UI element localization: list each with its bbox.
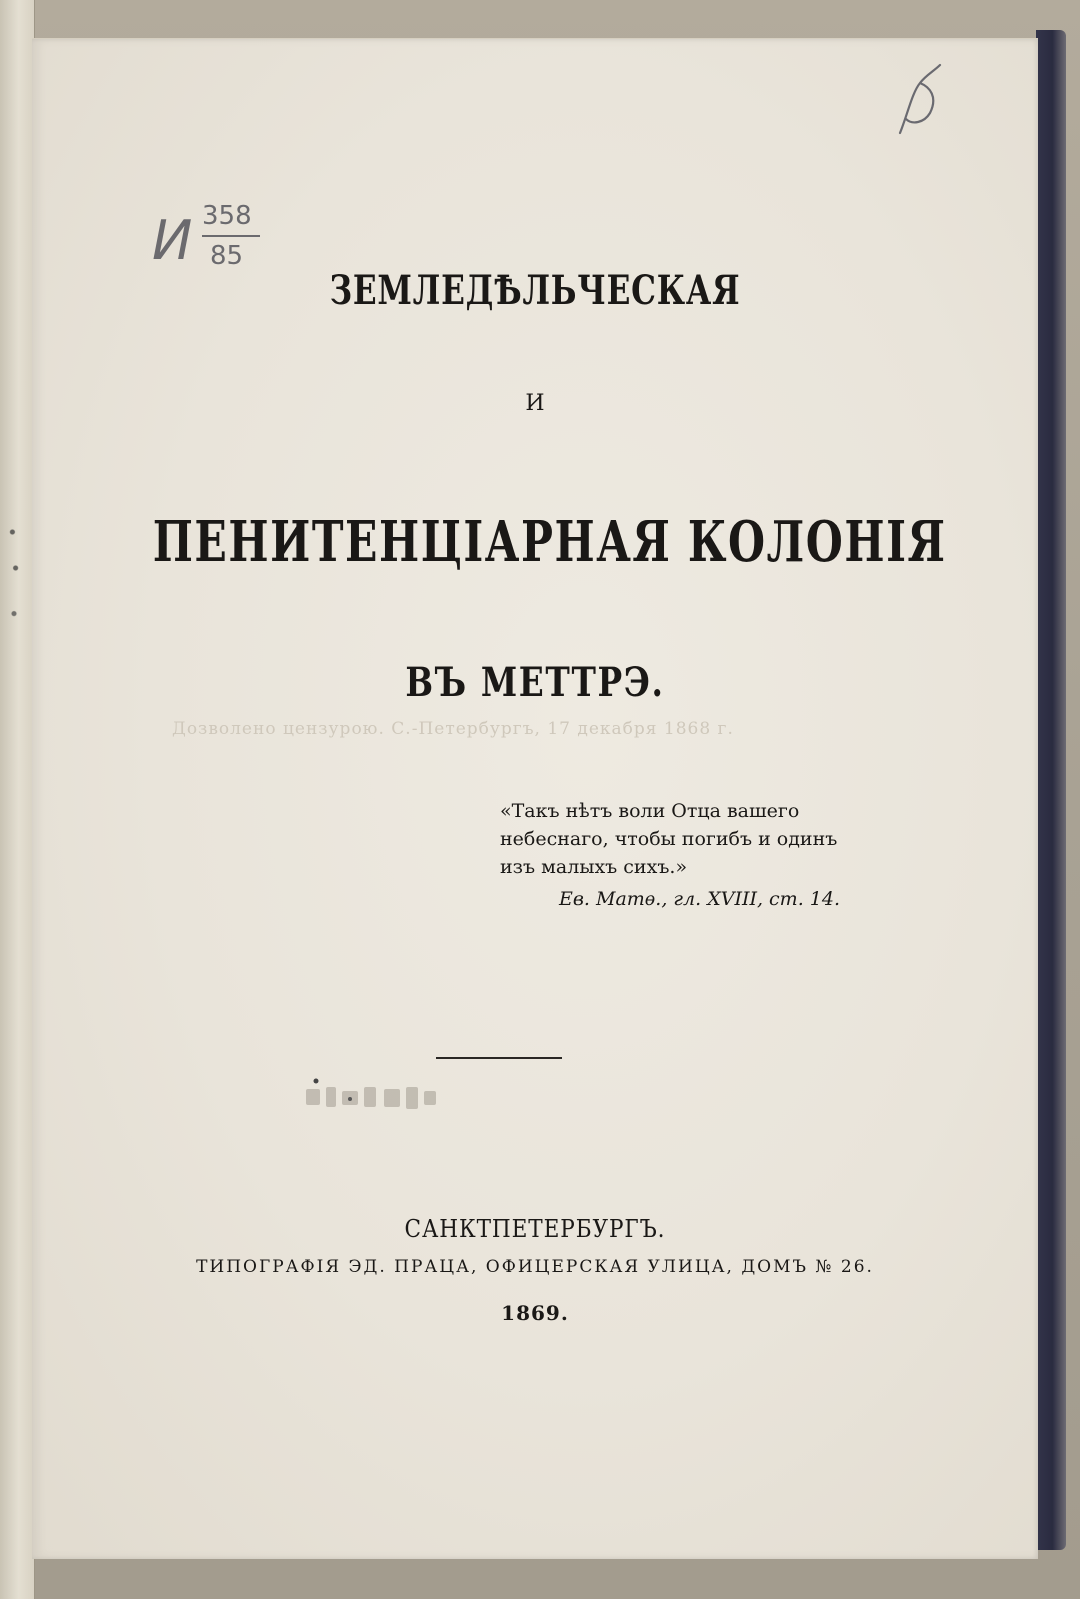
imprint-printer: ТИПОГРАФІЯ ЭД. ПРАЦА, ОФИЦЕРСКАЯ УЛИЦА, ДОМЪ № 26. [196, 1257, 874, 1277]
epigraph-line: «Такъ нѣтъ воли Отца вашего [500, 800, 800, 822]
pencil-mark-icon [890, 53, 960, 143]
epigraph-line: небеснаго, чтобы погибъ и одинъ [500, 828, 838, 850]
imprint-year: 1869. [501, 1301, 569, 1325]
shelf-mark-fraction-line [202, 235, 260, 237]
shelf-mark-top: 358 [202, 201, 252, 231]
title-page [32, 38, 1038, 1559]
epigraph-source: Ев. Матѳ., гл. XVIII, ст. 14. [559, 888, 840, 910]
left-page-edge [0, 0, 35, 1599]
epigraph [500, 797, 840, 913]
title-line-2: ПЕНИТЕНЦІАРНАЯ КОЛОНІЯ [152, 509, 947, 575]
show-through-text: Дозволено цензурою. С.-Петербургъ, 17 декабря 1868 г. [172, 719, 734, 739]
faded-stamp-icon [302, 1075, 442, 1119]
title-line-3: ВЪ МЕТТРЭ. [405, 659, 665, 706]
edge-marks [6, 520, 22, 640]
imprint-city: САНКТПЕТЕРБУРГЪ. [404, 1215, 666, 1243]
title-connector: И [525, 391, 545, 416]
book-cover-edge [1036, 30, 1066, 1550]
divider-rule [436, 1057, 562, 1059]
title-line-1: ЗЕМЛЕДѢЛЬЧЕСКАЯ [329, 267, 741, 314]
epigraph-line: изъ малыхъ сихъ.» [500, 856, 688, 878]
shelf-mark-bottom: 85 [210, 241, 244, 271]
shelf-mark-letter: И [152, 209, 193, 272]
